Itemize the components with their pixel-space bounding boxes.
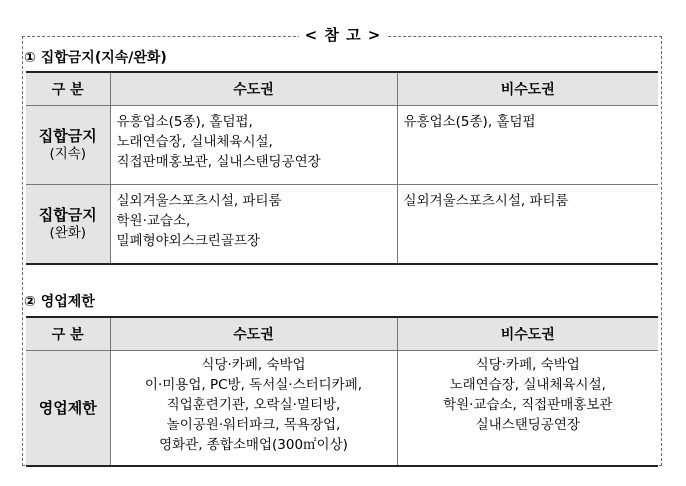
header-non-capital: 비수도권 [397,317,658,351]
non-capital-cell: 유흥업소(5종), 홀덤펍 [397,106,658,185]
header-capital: 수도권 [110,317,397,351]
row-label: 집합금지 (완화) [26,185,110,264]
non-capital-cell: 식당·카페, 숙박업 노래연습장, 실내체육시설, 학원·교습소, 직접판매홍보관 실내스탠딩공연장 [397,351,658,466]
section1-header-row [26,72,658,106]
row-label: 집합금지 (지속) [26,106,110,185]
section1-table [26,71,658,265]
section2-heading: ② 영업제한 [24,294,95,310]
capital-cell: 유흥업소(5종), 홀덤펍, 노래연습장, 실내체육시설, 직접판매홍보관, 실내스탠딩공연장 [110,106,397,185]
section2-header-row [26,317,658,351]
section1-heading: ① 집합금지(지속/완화) [24,50,167,66]
non-capital-cell: 실외겨울스포츠시설, 파티룸 [397,185,658,264]
capital-cell: 실외겨울스포츠시설, 파티룸 학원·교습소, 밀폐형야외스크린골프장 [110,185,397,264]
section2-table [26,316,658,467]
header-capital: 수도권 [110,72,397,106]
table-row [26,106,658,185]
header-category: 구 분 [26,72,110,106]
header-category: 구 분 [26,317,110,351]
header-non-capital: 비수도권 [397,72,658,106]
reference-title: < 참 고 > [0,24,686,45]
table-row [26,351,658,466]
row-label: 영업제한 [26,351,110,466]
table-row [26,185,658,264]
capital-cell: 식당·카페, 숙박업 이·미용업, PC방, 독서실·스터디카페, 직업훈련기관, 오락실·멀티방, 놀이공원·워터파크, 목욕장업, 영화관, 종합소매업(300㎡이상) [110,351,397,466]
